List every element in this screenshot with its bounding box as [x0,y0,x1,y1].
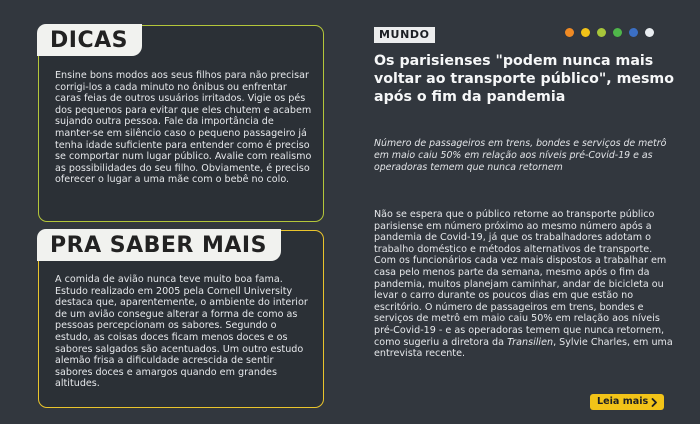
article-body-text: Não se espera que o público retorne ao transporte público parisiense em número próximo ao mesmo número após a pandemia de Covid-19, já que os trabalhadores adotam o trabalho doméstico e métodos alternativos de transporte. Com os funcionários cada vez mais dispostos a trabalhar em casa pelo menos parte da semana, mesmo após o fim da pandemia, muitos planejam caminhar, andar de bicicleta ou levar o carro durante os poucos dias em que estão no escritório. O número de passageiros em trens, bondes e serviços de metrô em maio caiu 50% em relação aos níveis pré-Covid-19 - e as operadoras temem que nunca retornem, como sugeriu a diretora da [374,209,667,348]
read-more-label: Leia mais [597,396,649,407]
article-headline: Os parisienses "podem nunca mais voltar ao transporte público", mesmo após o fim da pandemia [374,53,674,105]
article-body-text-end: , Sylvie Charles, em uma entrevista recente. [374,336,673,360]
article-body [374,209,676,360]
dot-yellow [581,28,590,37]
article-body-italic: Transilien [507,336,554,348]
dicas-card [38,25,324,222]
dicas-title: DICAS [37,24,142,56]
article-subhead: Número de passageiros em trens, bondes e serviços de metrô em maio caiu 50% em relação aos níveis pré-Covid-19 e as operadoras temem que nunca retornem [374,138,667,173]
dot-green [613,28,622,37]
dot-blue [629,28,638,37]
pra-saber-mais-text: A comida de avião nunca teve muito boa fama. Estudo realizado em 2005 pela Cornell University destaca que, aparentemente, o ambiente do interior de um avião consegue alterar a forma de como as pessoas percepcionam os sabores. Segundo o estudo, as coisas doces ficam menos doces e os sabores salgados são acentuados. Um outro estudo alemão frisa a dificuldade acrescida de sentir sabores doces e amargos quando em grandes altitudes. [55,274,308,390]
section-label: MUNDO [374,27,435,43]
dot-orange [565,28,574,37]
dot-lime [597,28,606,37]
chevron-right-icon [651,398,658,407]
read-more-button[interactable] [590,394,664,410]
pra-saber-mais-title: PRA SABER MAIS [37,229,281,261]
dicas-text: Ensine bons modos aos seus filhos para não precisar corrigi-los a cada minuto no ônibus ou enfrentar caras feias de outros usuários irritados. Vigie os pés dos pequenos para evitar que eles chutem e acabem sujando outra pessoa. Fale da importância de manter-se em silêncio caso o pequeno passageiro já tenha idade suficiente para entender como é preciso se comportar num lugar público. Avalie com realismo as possibilidades do seu filho. Obviamente, é preciso oferecer o lugar a uma mãe com o bebê no colo. [55,70,312,186]
dot-white [645,28,654,37]
pra-saber-mais-card [38,230,324,408]
color-dots [565,28,654,37]
